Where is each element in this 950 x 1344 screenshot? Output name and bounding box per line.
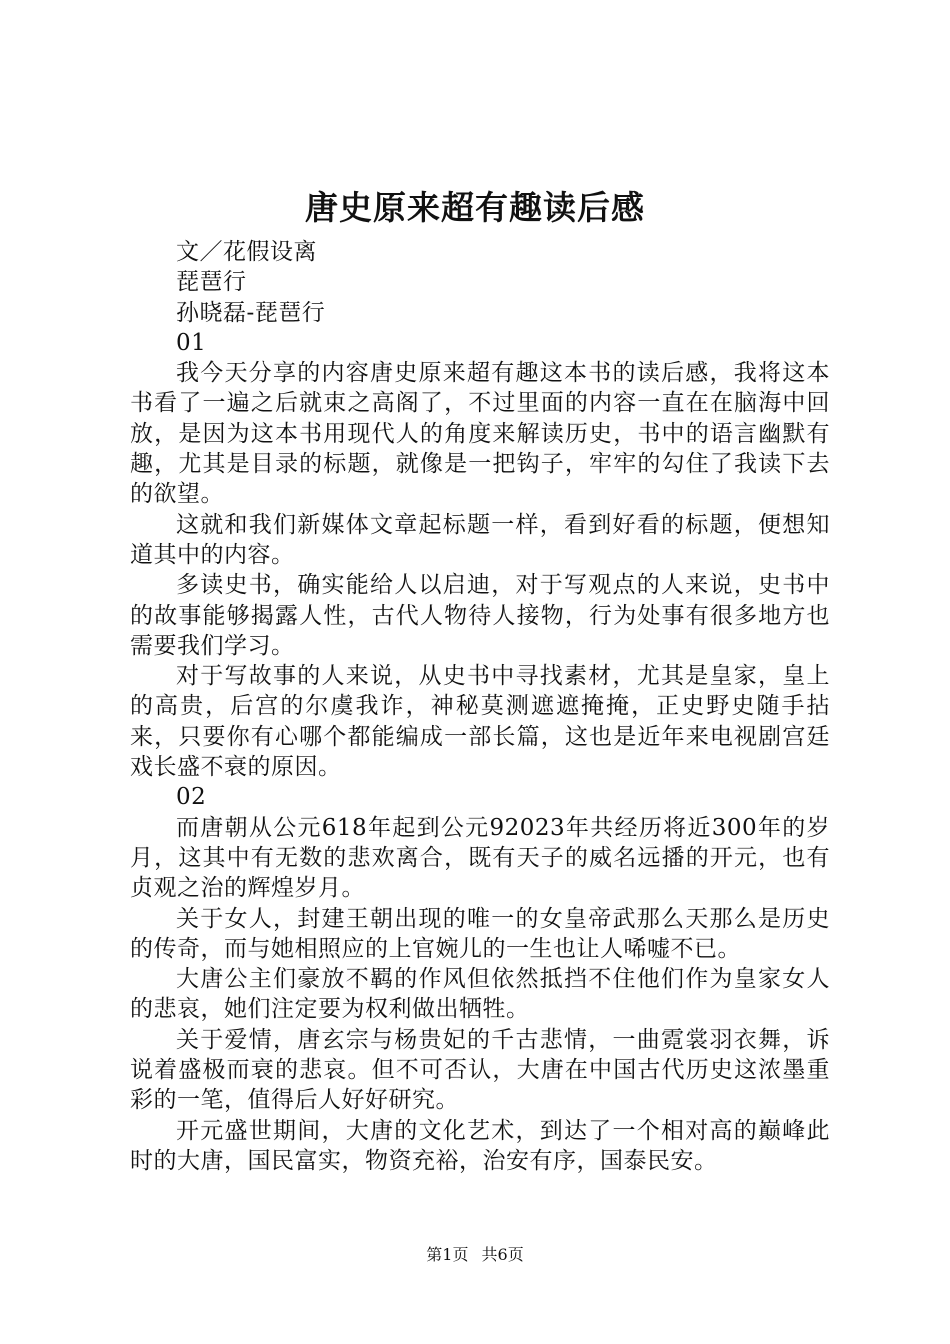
paragraph: 大唐公主们豪放不羁的作风但依然抵挡不住他们作为皇家女人的悲哀，她们注定要为权利做出牺牲。 <box>130 966 830 1023</box>
page-number-total: 共6页 <box>481 1245 524 1264</box>
paragraph: 这就和我们新媒体文章起标题一样，看到好看的标题，便想知道其中的内容。 <box>130 511 830 568</box>
section-number: 02 <box>176 784 207 811</box>
paragraph: 关于女人，封建王朝出现的唯一的女皇帝武那么天那么是历史的传奇，而与她相照应的上官婉儿的一生也让人唏嘘不已。 <box>130 905 830 962</box>
paragraph: 开元盛世期间，大唐的文化艺术，到达了一个相对高的巅峰此时的大唐，国民富实，物资充裕，治安有序，国泰民安。 <box>130 1117 830 1174</box>
document-title: 唐史原来超有趣读后感 <box>305 188 645 227</box>
paragraph: 对于写故事的人来说，从史书中寻找素材，尤其是皇家，皇上的高贵，后宫的尔虞我诈，神秘莫测遮遮掩掩，正史野史随手拈来，只要你有心哪个都能编成一部长篇，这也是近年来电视剧宫廷戏长盛不衰的原因。 <box>130 663 830 781</box>
section-number: 01 <box>176 329 207 356</box>
page-number-current: 第1页 <box>426 1245 469 1264</box>
document-body <box>130 237 830 1176</box>
paragraph: 关于爱情，唐玄宗与杨贵妃的千古悲情，一曲霓裳羽衣舞，诉说着盛极而衰的悲哀。但不可否认，大唐在中国古代历史这浓墨重彩的一笔，值得后人好好研究。 <box>130 1026 830 1114</box>
author-line: 文／花假设离 <box>176 239 317 265</box>
subtitle-line: 琵琶行 <box>176 269 247 296</box>
paragraph: 多读史书，确实能给人以启迪，对于写观点的人来说，史书中的故事能够揭露人性，古代人物待人接物，行为处事有很多地方也需要我们学习。 <box>130 572 830 659</box>
page-footer <box>0 1244 950 1266</box>
source-line: 孙晓磊-琵琶行 <box>176 299 326 326</box>
paragraph: 而唐朝从公元618年起到公元92023年共经历将近300年的岁月，这其中有无数的悲欢离合，既有天子的威名远播的开元，也有贞观之治的辉煌岁月。 <box>130 814 830 902</box>
paragraph: 我今天分享的内容唐史原来超有趣这本书的读后感，我将这本书看了一遍之后就束之高阁了，不过里面的内容一直在在脑海中回放，是因为这本书用现代人的角度来解读历史，书中的语言幽默有趣，尤其是目录的标题，就像是一把钩子，牢牢的勾住了我读下去的欲望。 <box>130 360 830 508</box>
